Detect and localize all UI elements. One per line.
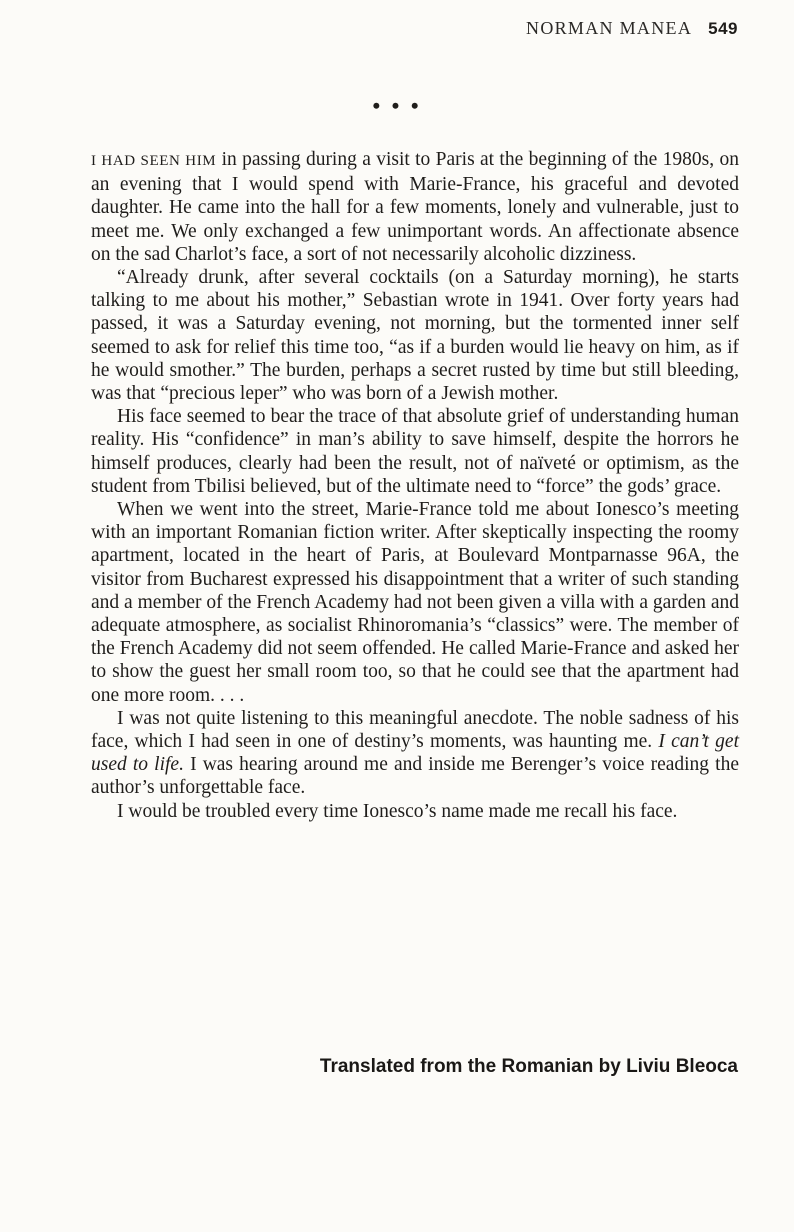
page-number: 549	[708, 19, 738, 38]
paragraph-5-before: I was not quite listening to this meaningful anecdote. The noble sadness of his face, which I had seen in one of destiny’s moments, was haunting me.	[91, 707, 739, 753]
paragraph-1	[91, 148, 739, 266]
running-header-author: NORMAN MANEA	[526, 18, 693, 38]
article-body	[91, 148, 739, 823]
paragraph-6: I would be troubled every time Ionesco’s name made me recall his face.	[117, 800, 678, 822]
section-separator: • • •	[372, 93, 422, 118]
paragraph-3: His face seemed to bear the trace of that absolute grief of understanding human reality. His “confidence” in man’s ability to save himself, despite the horrors he himself produces, clearly had been the result, not of naïveté or optimism, as the student from Tbilisi believed, but of the ultimate need to “force” the gods’ grace.	[91, 406, 739, 497]
paragraph-2: “Already drunk, after several cocktails (on a Saturday morning), he starts talking to me about his mother,” Sebastian wrote in 1941. Over forty years had passed, it was a Saturday evening, not morning, but the tormented inner self seemed to ask for relief this time too, “as if a burden would lie heavy on him, as if he would smother.” The burden, perhaps a secret rusted by time but still bleeding, was that “precious leper” who was born of a Jewish mother.	[91, 267, 739, 405]
paragraph-1-text: in passing during a visit to Paris at the beginning of the 1980s, on an evening that I would spend with Marie-France, his graceful and devoted daughter. He came into the hall for a few moments, lonely and vulnerable, just to meet me. We only exchanged a few unimportant words. An affectionate absence on the sad Charlot’s face, a sort of not necessarily alcoholic dizziness.	[91, 149, 739, 265]
paragraph-5	[91, 707, 739, 800]
translator-credit: Translated from the Romanian by Liviu Bleoca	[319, 1056, 738, 1077]
paragraph-4: When we went into the street, Marie-France told me about Ionesco’s meeting with an important Romanian fiction writer. After skeptically inspecting the roomy apartment, located in the heart of Paris, at Boulevard Montparnasse 96A, the visitor from Bucharest expressed his disappointment that a writer of such standing and a member of the French Academy had not been given a villa with a garden and adequate atmosphere, as socialist Rhinoromania’s “classics” were. The member of the French Academy did not seem offended. He called Marie-France and asked her to show the guest her small room too, so that he could see that the apartment had one more room. . . .	[91, 499, 739, 706]
small-caps-lead: I HAD SEEN HIM	[91, 153, 217, 169]
paragraph-5-after: I was hearing around me and inside me Berenger’s voice reading the author’s unforgettable face.	[91, 754, 739, 799]
running-header	[526, 18, 738, 39]
paragraph-5-italic-quote: I can’t get used to life.	[91, 731, 739, 776]
